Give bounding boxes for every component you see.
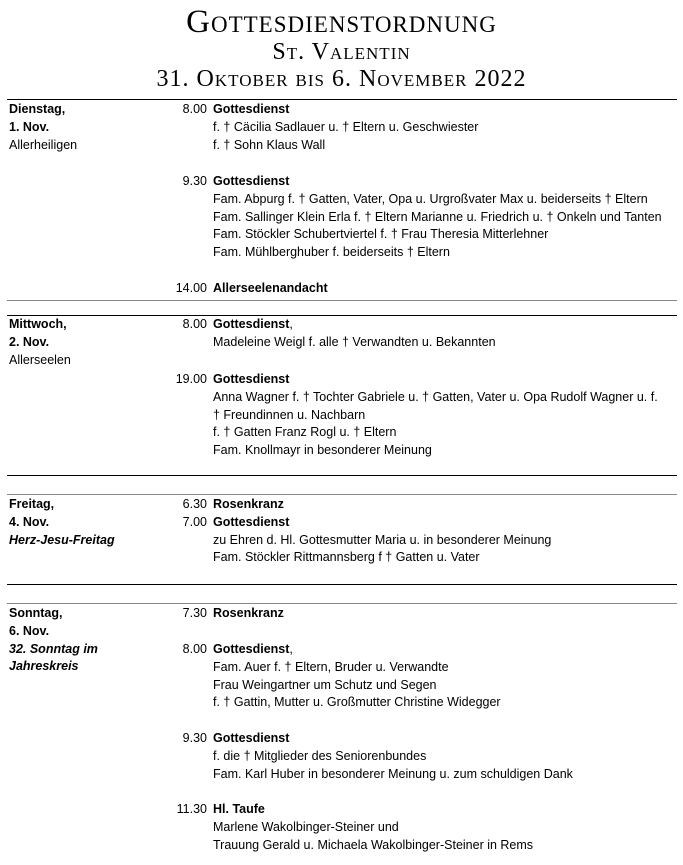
feast: Allerseelen [9,352,71,367]
service-title: Allerseelenandacht [213,281,328,295]
intention-line: Madeleine Weigl f. alle † Verwandten u. Bekannten [213,334,496,349]
section-divider [7,584,677,585]
intention-line: Fam. Karl Huber in besonderer Meinung u. zum schuldigen Dank [213,766,573,781]
service-time: 19.00 [175,372,207,386]
intention-line: Fam. Sallinger Klein Erla f. † Eltern Marianne u. Friedrich u. † Onkeln und Tanten [213,209,662,224]
service-title: Gottesdienst [213,514,290,529]
service-title: Gottesdienst [213,102,290,116]
service-title: Gottesdienst [213,174,290,188]
service-title: Rosenkranz [213,606,284,620]
service-title-text: Gottesdienst [213,317,290,331]
feast: Jahreskreis [9,659,79,674]
page-header [0,6,683,91]
section-divider [7,603,677,604]
service-time: 6.30 [182,497,207,511]
intention-line: Frau Weingartner um Schutz und Segen [213,677,437,692]
weekday: Dienstag, [9,102,66,116]
intention-line: zu Ehren d. Hl. Gottesmutter Maria u. in besonderer Meinung [213,532,552,547]
intention-line: † Freundinnen u. Nachbarn [213,407,366,422]
parish-name: St. Valentin [272,39,411,65]
service-time: 11.30 [176,802,207,816]
feast: 32. Sonntag im [9,641,98,656]
service-time: 8.00 [182,642,207,656]
weekday: Sonntag, [9,606,63,620]
page-title: Gottesdienstordnung [186,4,497,40]
weekday: Freitag, [9,497,55,511]
service-title: Gottesdienst [213,731,290,745]
date: 2. Nov. [9,334,50,349]
intention-line: Fam. Stöckler Schubertviertel f. † Frau Theresia Mitterlehner [213,227,549,242]
date-range: 31. Oktober bis 6. November 2022 [156,66,527,92]
title-suffix: , [289,317,293,331]
service-title: Hl. Taufe [213,802,265,816]
date: 4. Nov. [9,514,50,529]
service-title: Rosenkranz [213,497,284,511]
intention-line: Fam. Mühlberghuber f. beiderseits † Eltern [213,245,450,260]
service-time: 7.30 [182,606,207,620]
intention-line: f. † Sohn Klaus Wall [213,137,326,152]
intention-line: f. † Gatten Franz Rogl u. † Eltern [213,425,397,440]
intention-line: Fam. Auer f. † Eltern, Bruder u. Verwandte [213,659,449,674]
service-title-text: Gottesdienst [213,642,290,656]
intention-line: Fam. Stöckler Rittmannsberg f † Gatten u. Vater [213,550,480,565]
service-title [213,641,293,659]
intention-line: f. † Gattin, Mutter u. Großmutter Christine Widegger [213,695,501,710]
date: 6. Nov. [9,623,50,638]
feast: Allerheiligen [9,137,78,152]
weekday: Mittwoch, [9,317,67,331]
section-divider [7,494,677,495]
service-time: 7.00 [182,514,207,529]
header-divider [7,99,677,100]
intention-line: Anna Wagner f. † Tochter Gabriele u. † Gatten, Vater u. Opa Rudolf Wagner u. f. [213,389,658,404]
service-title: Gottesdienst [213,372,290,386]
section-divider [7,475,677,476]
feast: Herz-Jesu-Freitag [9,532,115,547]
service-title [213,316,293,334]
service-time: 9.30 [182,731,207,745]
intention-line: f. † Cäcilia Sadlauer u. † Eltern u. Geschwiester [213,119,479,134]
intention-line: Fam. Abpurg f. † Gatten, Vater, Opa u. Urgroßvater Max u. beiderseits † Eltern [213,191,648,206]
intention-line: f. die † Mitglieder des Seniorenbundes [213,748,427,763]
service-time: 9.30 [182,174,207,188]
section-divider [7,300,677,301]
service-time: 8.00 [182,102,207,116]
intention-line: Marlene Wakolbinger-Steiner und [213,819,399,834]
date: 1. Nov. [9,119,50,134]
service-time: 8.00 [182,317,207,331]
service-time: 14.00 [175,281,207,295]
intention-line: Fam. Knollmayr in besonderer Meinung [213,443,432,458]
title-suffix: , [289,642,293,656]
intention-line: Trauung Gerald u. Michaela Wakolbinger-Steiner in Rems [213,837,534,852]
